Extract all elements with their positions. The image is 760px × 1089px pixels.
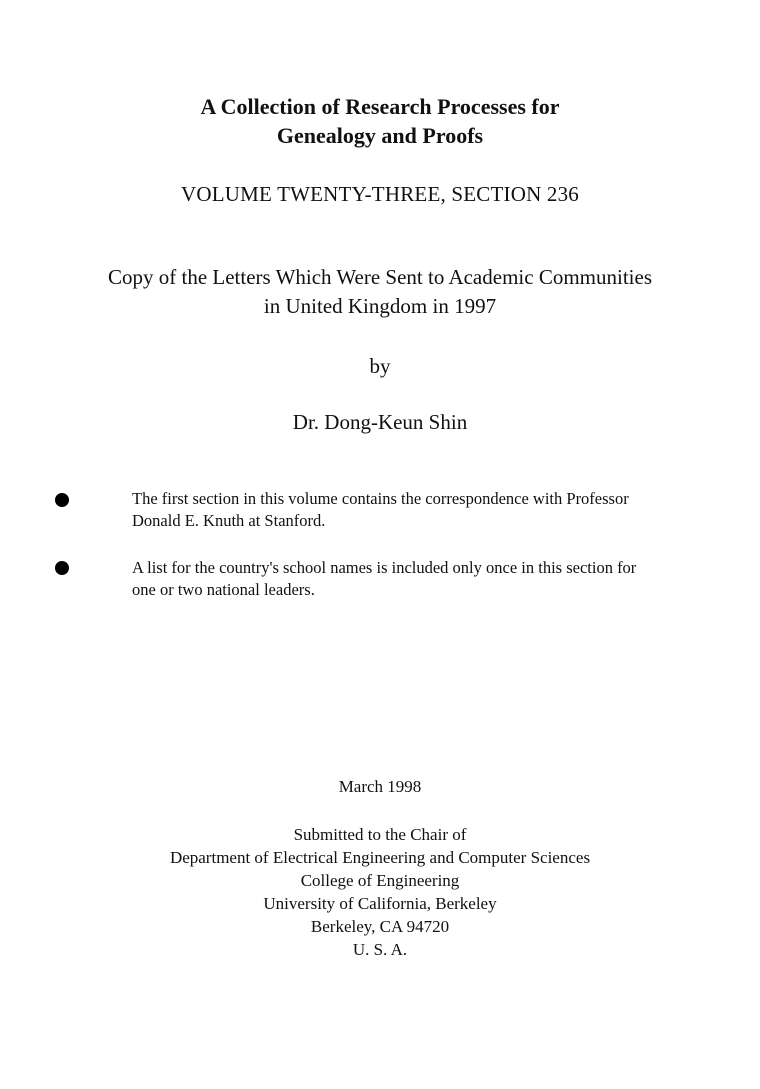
bullet-dot-icon: [55, 493, 69, 507]
bullet-text-line: A list for the country's school names is included only once in this section for: [132, 558, 637, 577]
submission-line: Berkeley, CA 94720: [310, 917, 450, 936]
bullet-text-line: The first section in this volume contains the correspondence with Professor: [132, 489, 629, 508]
submission-line: University of California, Berkeley: [263, 894, 497, 913]
submission-block: [0, 823, 760, 961]
title-line-2: Genealogy and Proofs: [276, 123, 484, 148]
subtitle-line-2: in United Kingdom in 1997: [263, 294, 497, 318]
title-line-1: A Collection of Research Processes for: [200, 94, 560, 119]
submission-line: Submitted to the Chair of: [293, 825, 467, 844]
subtitle-line-1: Copy of the Letters Which Were Sent to Academic Communities: [107, 265, 652, 289]
document-title: [0, 92, 760, 150]
bullet-text: [132, 488, 722, 532]
submission-line: Department of Electrical Engineering and Computer Sciences: [169, 848, 591, 867]
by-line: by: [369, 354, 391, 378]
bullet-text-line: Donald E. Knuth at Stanford.: [132, 511, 326, 530]
author-name: Dr. Dong-Keun Shin: [292, 410, 468, 434]
bullet-text: [132, 557, 722, 601]
document-subtitle: [0, 263, 760, 321]
bullet-text-line: one or two national leaders.: [132, 580, 315, 599]
submission-line: College of Engineering: [300, 871, 460, 890]
submission-line: U. S. A.: [352, 940, 408, 959]
document-date: March 1998: [338, 777, 422, 796]
volume-heading: VOLUME TWENTY-THREE, SECTION 236: [181, 182, 579, 206]
bullet-dot-icon: [55, 561, 69, 575]
